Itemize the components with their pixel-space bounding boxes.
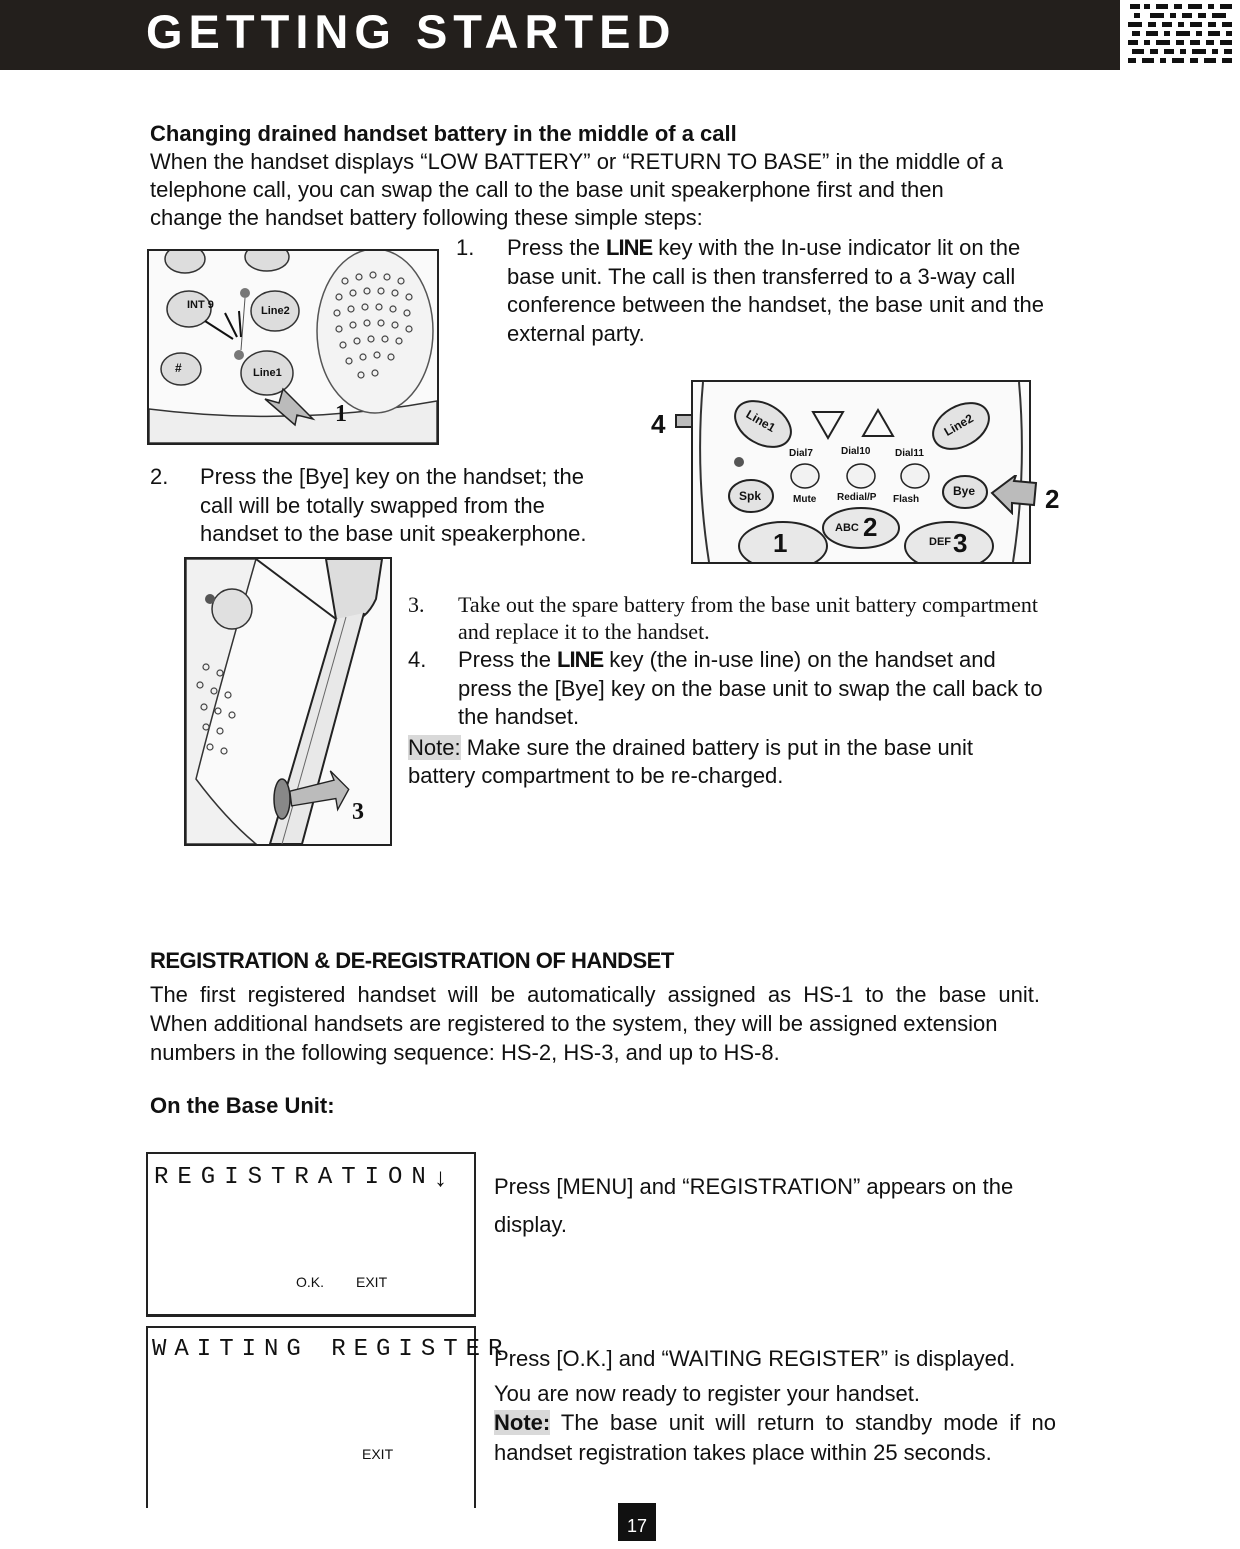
registration-body: The first registered handset will be automatically assigned as HS-1 to the base unit. When additional handsets are registered to the system, they will be assigned extension numbers in the following sequence: HS-2, HS-3, and up to HS-8. — [150, 982, 1040, 1065]
handset-key-spk: Spk — [739, 489, 762, 503]
handset-key-abc: ABC — [835, 522, 859, 534]
base-key-int9: INT 9 — [187, 299, 214, 311]
step-3-text: Take out the spare battery from the base unit battery compartment and replace it to the handset. — [458, 592, 1039, 644]
base-unit-photo — [147, 249, 439, 445]
handset-key-1: 1 — [773, 528, 788, 558]
handset-key-dial7: Dial7 — [789, 448, 813, 459]
page-number: 17 — [618, 1503, 656, 1541]
note-battery: Note: Make sure the drained battery is put in the base unit battery compartment to be re-charged. — [408, 735, 974, 788]
callout-1: 1 — [335, 401, 347, 427]
note-label: Note: — [408, 735, 461, 760]
note-label: Note: — [494, 1410, 551, 1435]
lcd-softkey-exit: EXIT — [356, 1274, 388, 1290]
handset-key-line2: Line2 — [941, 411, 976, 439]
lcd2-description: Press [O.K.] and “WAITING REGISTER” is displayed. You are now ready to register your handset. Note: The base unit will return to standby mode if no handset registration takes place within 25 seconds. — [494, 1346, 1056, 1465]
base-key-hash: # — [175, 361, 182, 375]
page-title: GETTING STARTED — [146, 5, 677, 58]
lcd-display-registration — [146, 1152, 476, 1317]
handset-key-3: 3 — [953, 528, 968, 558]
handset-key-dial11: Dial11 — [895, 448, 924, 459]
base-key-line1: Line1 — [253, 367, 282, 379]
lcd1-description: Press [MENU] and “REGISTRATION” appears on the display. — [494, 1174, 1014, 1237]
step-number: 3. — [408, 592, 425, 617]
lcd-text: REGISTRATION — [154, 1164, 435, 1191]
lcd-text: WAITING REGISTER — [152, 1336, 511, 1363]
handset-key-def: DEF — [929, 536, 951, 548]
base-key-line2: Line2 — [261, 305, 290, 317]
handset-key-redial: Redial/P — [837, 492, 877, 503]
step-number: 2. — [150, 464, 169, 489]
handset-key-dial10: Dial10 — [841, 446, 871, 457]
lcd-softkey-ok: O.K. — [296, 1274, 325, 1290]
qr-code-icon — [1122, 0, 1240, 70]
section-heading-registration: REGISTRATION & DE-REGISTRATION OF HANDSET — [150, 948, 674, 973]
handset-key-bye: Bye — [953, 484, 976, 498]
arrow-icon — [990, 475, 1038, 520]
lcd-display-waiting — [146, 1326, 511, 1508]
handset-key-2: 2 — [863, 512, 878, 542]
handset-side-photo — [184, 557, 392, 846]
subheading-base-unit: On the Base Unit: — [150, 1093, 335, 1118]
line-key-label: LINE — [557, 647, 604, 672]
callout-2: 2 — [1045, 484, 1060, 514]
handset-keypad-photo — [691, 380, 1031, 564]
callout-4: 4 — [651, 409, 666, 439]
section-heading-battery: Changing drained handset battery in the middle of a call — [150, 121, 737, 146]
step-number: 4. — [408, 647, 427, 672]
intro-line: change the handset battery following these simple steps: — [150, 205, 703, 230]
intro-line: telephone call, you can swap the call to the base unit speakerphone first and then — [150, 177, 944, 202]
callout-3: 3 — [352, 799, 364, 825]
handset-key-flash: Flash — [893, 494, 920, 505]
step-2-text: Press the [Bye] key on the handset; the call will be totally swapped from the handset to the base unit speakerphone. — [200, 464, 587, 546]
handset-key-line1: Line1 — [743, 407, 778, 435]
intro-line: When the handset displays “LOW BATTERY” or “RETURN TO BASE” in the middle of a — [150, 149, 1004, 174]
lcd-softkey-exit: EXIT — [362, 1446, 394, 1462]
step-1-text: Press the LINE key with the In-use indicator lit on the base unit. The call is then transferred to a 3-way call conference between the handset, the base unit and the external party. — [507, 235, 1044, 346]
step-number: 1. — [456, 235, 475, 260]
header-bar — [0, 0, 1120, 70]
step-4-text: Press the LINE key (the in-use line) on the handset and press the [Bye] key on the base unit to swap the call back to the handset. — [458, 647, 1043, 729]
arrow-down-icon: ↓ — [434, 1162, 447, 1192]
handset-key-mute: Mute — [793, 494, 817, 505]
line-key-label: LINE — [606, 235, 653, 260]
